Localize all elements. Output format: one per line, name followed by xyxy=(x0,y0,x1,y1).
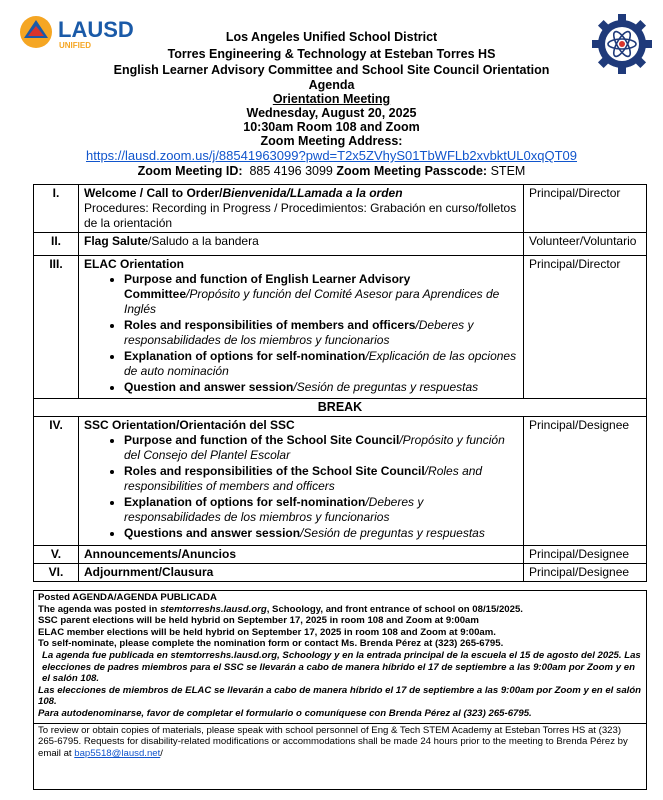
review-notice: To review or obtain copies of materials, please speak with school personnel of Eng & Tech STEM Academy at Esteban Torres HS at (323) 265-6795. Requests for disability-related modifications or accommodations shall be made 24 hours prior to the meeting to Brenda Pérez by email at bap5518@lausd.net/ xyxy=(38,724,628,760)
presenter: Principal/Designee xyxy=(524,564,647,582)
presenter: Principal/Designee xyxy=(524,417,647,546)
procedures-text: Procedures: Recording in Progress / Procedimientos: Grabación en curso/folletos de la orientación xyxy=(84,201,517,230)
item-content: Announcements/Anuncios xyxy=(79,546,524,564)
list-item: • Purpose and function of the School Site Council/Propósito y función del Consejo del Plantel Escolar xyxy=(124,433,518,463)
posted-line: To self-nominate, please complete the nomination form or contact Ms. Brenda Pérez at (323) 265-6795. xyxy=(38,638,504,650)
district-title: Los Angeles Unified School District xyxy=(225,30,438,44)
posted-notice xyxy=(33,590,647,790)
posted-line: SSC parent elections will be held hybrid on September 17, 2025 in room 108 and Zoom at 9:00am xyxy=(38,615,479,627)
item-number: IV. xyxy=(34,417,79,546)
svg-text:LAUSD: LAUSD xyxy=(58,17,134,42)
meeting-time-room: 10:30am Room 108 and Zoom xyxy=(243,120,420,134)
posted-line-es: Para autodenominarse, favor de completar el formulario o comuníquese con Brenda Pérez al (323) 265-6795. xyxy=(38,707,532,719)
zoom-id: 885 4196 3099 xyxy=(249,164,333,178)
posted-line-es: Las elecciones de miembros de ELAC se llevarán a cabo de manera híbrido el 17 de septiembre a las 9:00am por Zoom y en el salón 108. xyxy=(38,684,642,708)
ssc-points xyxy=(84,433,518,541)
svg-text:UNIFIED: UNIFIED xyxy=(59,41,91,50)
posted-line-es: La agenda fue publicada en stemtorreshs.lausd.org, Schoology y en la entrada principal de la escuela el 15 de agosto del 2025. Las elecciones de padres miembros para el SSC se llevarán a cabo de manera híbrido el 17 de septiembre a las 9:00am por Zoom y en el salón 108. xyxy=(42,649,641,685)
presenter: Principal/Director xyxy=(524,185,647,233)
zoom-address-label: Zoom Meeting Address: xyxy=(260,134,403,148)
list-item: • Question and answer session/Sesión de preguntas y respuestas xyxy=(124,380,518,395)
item-number: V. xyxy=(34,546,79,564)
item-number: III. xyxy=(34,256,79,399)
school-title: Torres Engineering & Technology at Esteban Torres HS xyxy=(167,47,496,61)
agenda-row-5 xyxy=(34,546,647,564)
presenter: Volunteer/Voluntario xyxy=(524,233,647,256)
item-number: VI. xyxy=(34,564,79,582)
item-content: Welcome / Call to Order/Bienvenida/LLamada a la orden Procedures: Recording in Progress / Procedimientos: Grabación en curso/folletos de la orientación xyxy=(79,185,524,233)
meeting-date: Wednesday, August 20, 2025 xyxy=(246,106,417,120)
item-number: I. xyxy=(34,185,79,233)
posted-line: ELAC member elections will be held hybrid on September 17, 2025 in room 108 and Zoom at 9:00am. xyxy=(38,626,496,638)
list-item: • Roles and responsibilities of members and officers/Deberes y responsabilidades de los miembros y funcionarios xyxy=(124,318,518,348)
list-item: • Roles and responsibilities of the School Site Council/Roles and responsibilities of members and officers xyxy=(124,464,518,494)
zoom-id-label: Zoom Meeting ID: xyxy=(137,164,243,178)
posted-heading: Posted AGENDA/AGENDA PUBLICADA xyxy=(38,592,217,603)
agenda-row-1 xyxy=(34,185,647,233)
elac-points xyxy=(84,272,518,395)
item-content: SSC Orientation/Orientación del SSC • Purpose and function of the School Site Council/Propósito y función del Consejo del Plantel Escolar • Roles and responsibilities of the School Site Council/Roles and responsibilities of members and officers • Explanation of options for self-nomination/Deberes y responsabilidades de los miembros y funcionarios • Questions and answer session/Sesión de preguntas y respuestas xyxy=(79,417,524,546)
item-content: ELAC Orientation • Purpose and function of English Learner Advisory Committee/Propósito y función del Comité Asesor para Aprendices de Inglés • Roles and responsibilities of members and officers/Deberes y responsabilidades de los miembros y funcionarios • Explanation of options for self-nomination/Explicación de las opciones de auto nominación • Question and answer session/Sesión de preguntas y respuestas xyxy=(79,256,524,399)
break-label: BREAK xyxy=(34,399,647,417)
agenda-row-4 xyxy=(34,417,647,546)
passcode-label: Zoom Meeting Passcode: xyxy=(336,164,488,178)
zoom-id-line xyxy=(0,164,663,178)
break-row xyxy=(34,399,647,417)
passcode: STEM xyxy=(490,164,526,178)
zoom-link[interactable]: https://lausd.zoom.us/j/88541963099?pwd=T2x5ZVhyS01TbWFLb2xvbktUL0xqQT09 xyxy=(85,148,578,163)
presenter: Principal/Designee xyxy=(524,546,647,564)
list-item: • Purpose and function of English Learner Advisory Committee/Propósito y función del Comité Asesor para Aprendices de Inglés xyxy=(124,272,518,317)
agenda-row-6 xyxy=(34,564,647,582)
doc-type: Agenda xyxy=(308,78,355,92)
meeting-type: Orientation Meeting xyxy=(272,92,391,106)
list-item: • Questions and answer session/Sesión de preguntas y respuestas xyxy=(124,526,518,541)
list-item: • Explanation of options for self-nomination/Deberes y responsabilidades de los miembros y funcionarios xyxy=(124,495,518,525)
presenter: Principal/Director xyxy=(524,256,647,399)
item-content: Adjournment/Clausura xyxy=(79,564,524,582)
email-link[interactable]: bap5518@lausd.net xyxy=(74,748,161,760)
item-content: Flag Salute/Saludo a la bandera xyxy=(79,233,524,256)
agenda-row-3 xyxy=(34,256,647,399)
agenda-table xyxy=(33,184,647,582)
agenda-row-2 xyxy=(34,233,647,256)
item-number: II. xyxy=(34,233,79,256)
list-item: • Explanation of options for self-nomination/Explicación de las opciones de auto nominación xyxy=(124,349,518,379)
committee-title: English Learner Advisory Committee and School Site Council Orientation xyxy=(113,63,550,77)
posted-line: The agenda was posted in stemtorreshs.lausd.org, Schoology, and front entrance of school on 08/15/2025. xyxy=(38,603,523,615)
